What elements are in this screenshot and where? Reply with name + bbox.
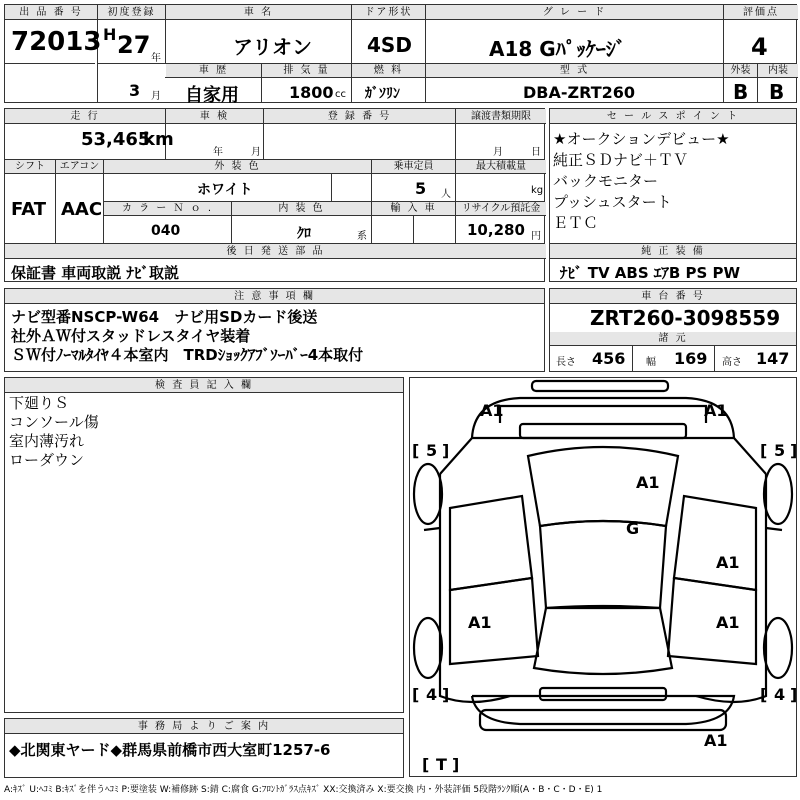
damage-mark: A1 (716, 613, 740, 632)
shift: FAT (11, 199, 47, 220)
inspector-line: ローダウン (9, 451, 85, 469)
svg-text:[: [ (760, 685, 768, 704)
equip-label: 純 正 装 備 (550, 244, 796, 259)
interior-label: 内装 (758, 64, 798, 78)
load-label: 最大積載量 (456, 160, 546, 174)
import-label: 輸 入 車 (372, 202, 455, 216)
ac: AAC (61, 199, 103, 220)
office-address: ◆北関東ヤード◆群馬県前橋市西大室町1257-6 (9, 741, 331, 759)
height-label: 高さ (722, 357, 742, 368)
shift-label: シフト (5, 160, 55, 174)
reg-number-label: 登 録 番 号 (264, 109, 455, 124)
sales-point-item: ＥＴＣ (553, 214, 599, 232)
chassis-block (549, 288, 797, 372)
grade: A18 Gﾊﾟｯｹｰｼﾞ (489, 37, 626, 61)
grade-label: グ レ ー ド (426, 5, 723, 20)
cc-unit: cc (335, 89, 346, 100)
inspector-label: 検 査 員 記 入 欄 (5, 378, 403, 393)
svg-text:]: ] (442, 685, 450, 704)
inspection-label: 車 検 (166, 109, 263, 124)
int-color-label: 内 装 色 (232, 202, 371, 216)
sales-points-label: セ ー ル ス ポ イ ン ト (550, 109, 796, 124)
svg-text:[: [ (760, 441, 768, 460)
width: 169 (674, 349, 708, 368)
person-unit: 人 (441, 189, 451, 200)
transfer-label: 譲渡書類期限 (456, 109, 546, 124)
damage-legend: A:ｷｽﾞ U:ﾍｺﾐ B:ｷｽﾞを伴うﾍｺﾐ P:要塗装 W:補修跡 S:錆 C:腐食 G:ﾌﾛﾝﾄｶﾞﾗｽ点ｷｽﾞ XX:交換済み X:要交換 内・外装評価 5段階ﾗﾝｸ順(A・B・C・D・E) 1 (4, 785, 603, 795)
damage-mark: A1 (704, 401, 728, 420)
exterior-grade: B (733, 80, 749, 104)
tire-rating: 4 (426, 685, 438, 704)
note-line: ＳＷ付ﾉｰﾏﾙﾀｲﾔ４本室内 TRDｼｮｯｸｱﾌﾞｿｰﾊﾞｰ4本取付 (11, 346, 364, 364)
tire-rating: 5 (774, 441, 786, 460)
recycle-fee: 10,280 (467, 221, 525, 239)
height: 147 (756, 349, 790, 368)
svg-text:]: ] (790, 685, 798, 704)
model-label: 型 式 (426, 64, 723, 78)
width-label: 幅 (646, 357, 656, 368)
color-no: 040 (151, 223, 181, 239)
history-label: 車 歴 (166, 64, 261, 78)
interior-grade: B (769, 80, 785, 104)
chassis-number: ZRT260-3098559 (590, 306, 781, 330)
car-outline-icon (410, 378, 796, 776)
damage-mark: A1 (468, 613, 492, 632)
car-name: アリオン (233, 35, 312, 59)
first-reg-label: 初度登録 (98, 5, 165, 20)
sales-point-item: 純正ＳＤナビ＋ＴＶ (553, 151, 689, 169)
first-reg-month: 3 (129, 81, 141, 100)
year-unit: 年 (151, 53, 161, 64)
door-type: 4SD (367, 33, 412, 57)
color: ホワイト (197, 182, 253, 198)
equipment: ﾅﾋﾞ TV ABS ｴｱB PS PW (560, 264, 741, 282)
svg-text:[: [ (422, 755, 430, 774)
sales-point-item: バックモニター (553, 172, 659, 190)
tire-rating: 4 (774, 685, 786, 704)
office-label: 事 務 局 よ り ご 案 内 (5, 719, 403, 734)
fuel-label: 燃 料 (352, 64, 425, 78)
length-label: 長さ (556, 357, 576, 368)
car-diagram (409, 377, 797, 777)
kg-unit: kg (531, 185, 544, 196)
color-no-label: カ ラ ー Ｎ ｏ . (104, 202, 231, 216)
fuel: ｶﾞｿﾘﾝ (365, 86, 400, 102)
int-color: ｸﾛ (297, 226, 311, 242)
damage-mark: A1 (716, 553, 740, 572)
car-name-label: 車 名 (166, 5, 351, 20)
sales-point-item: プッシュスタート (553, 193, 672, 211)
score-label: 評価点 (724, 5, 798, 20)
sales-points-block (549, 108, 797, 282)
mileage-label: 走 行 (5, 109, 165, 124)
history: 自家用 (185, 85, 239, 106)
model: DBA-ZRT260 (523, 83, 636, 102)
spec-label: 諸 元 (550, 332, 796, 346)
month-unit: 月 (151, 91, 161, 102)
inspector-line: 室内薄汚れ (9, 432, 85, 450)
notes-block (4, 288, 545, 372)
note-line: 社外ＡＷ付スタッドレスタイヤ装着 (11, 327, 251, 345)
km-unit: km (143, 129, 174, 150)
capacity-label: 乗車定員 (372, 160, 455, 174)
yen-unit: 円 (531, 231, 541, 242)
header-block (4, 4, 797, 106)
insp-month-unit: 月 (251, 147, 261, 158)
inspector-line: 下廻りＳ (9, 394, 70, 412)
sales-points-list (553, 129, 730, 234)
displacement: 1800 (289, 83, 334, 102)
svg-text:]: ] (452, 755, 460, 774)
first-reg-year: 27 (117, 31, 151, 59)
tire-rating: T (436, 755, 447, 774)
note-line: ナビ型番NSCP-W64 ナビ用SDカード後送 (11, 308, 318, 326)
transfer-day-unit: 日 (531, 147, 541, 158)
capacity: 5 (415, 179, 427, 198)
lot-number: 72013 (11, 27, 102, 57)
office-block (4, 718, 404, 778)
sales-point-item: ★オークションデビュー★ (553, 130, 730, 148)
door-label: ドア形状 (352, 5, 425, 20)
svg-text:]: ] (442, 441, 450, 460)
notes-label: 注 意 事 項 欄 (5, 289, 544, 304)
length: 456 (592, 349, 626, 368)
svg-text:[: [ (412, 685, 420, 704)
svg-text:[: [ (412, 441, 420, 460)
recycle-label: リサイクル預託金 (456, 202, 546, 216)
inspector-block (4, 377, 404, 713)
damage-mark: G (626, 519, 640, 538)
ac-label: エアコン (56, 160, 103, 174)
docs: 保証書 車両取説 ﾅﾋﾞ取説 (11, 264, 179, 282)
damage-mark: A1 (704, 731, 728, 750)
details-block (4, 108, 545, 282)
score: 4 (751, 33, 768, 61)
docs-label: 後 日 発 送 部 品 (5, 244, 546, 259)
inspector-line: コンソール傷 (9, 413, 99, 431)
transfer-month-unit: 月 (493, 147, 503, 158)
insp-year-unit: 年 (213, 147, 223, 158)
svg-text:]: ] (790, 441, 798, 460)
notes-list (11, 308, 363, 365)
mileage: 53,465 (81, 129, 151, 150)
exterior-label: 外装 (724, 64, 757, 78)
damage-mark: A1 (636, 473, 660, 492)
tire-rating: 5 (426, 441, 438, 460)
era: H (103, 25, 117, 44)
lot-label: 出 品 番 号 (5, 5, 97, 20)
color-label: 外 装 色 (104, 160, 371, 174)
inspector-list (9, 394, 99, 470)
chassis-label: 車 台 番 号 (550, 289, 796, 304)
int-unit: 系 (357, 231, 367, 242)
damage-mark: A1 (480, 401, 504, 420)
displacement-label: 排 気 量 (262, 64, 351, 78)
